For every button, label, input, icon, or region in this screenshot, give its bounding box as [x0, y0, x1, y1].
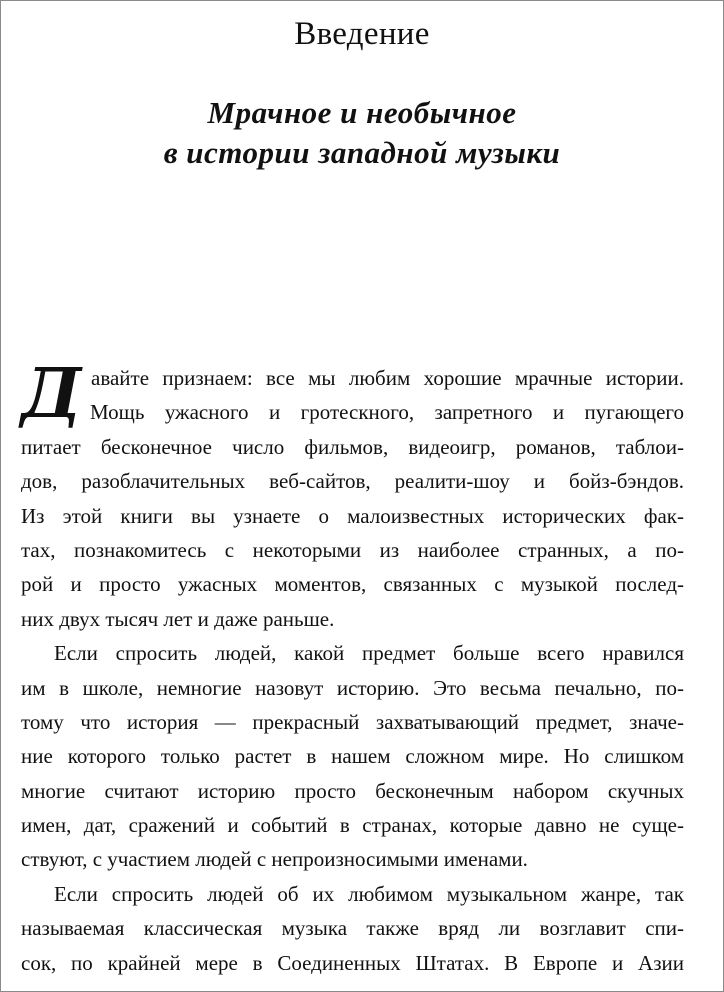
chapter-subtitle-line-1: Мрачное и необычное: [207, 95, 517, 130]
text-line: Если спросить людей об их любимом музыкальном жанре, так: [54, 881, 684, 906]
text-line: тах, познакомитесь с некоторыми из наиболее странных, а по-: [21, 537, 684, 562]
paragraph-3: [21, 877, 684, 980]
paragraph-1: [21, 354, 684, 636]
text-line: питает бесконечное число фильмов, видеоигр, романов, таблои-: [21, 434, 684, 459]
text-line: называемая классическая музыка также вряд ли возглавит спи-: [21, 916, 684, 941]
text-line: Мощь ужасного и гротескного, запретного и пугающего: [90, 400, 684, 425]
text-line: многие считают историю просто бесконечным набором скучных: [21, 778, 684, 803]
paragraph-2: [21, 636, 684, 877]
drop-cap: Д: [21, 354, 82, 434]
chapter-subtitle-line-2: в истории западной музыки: [163, 135, 561, 170]
text-line: сок, по крайней мере в Соединенных Штатах. В Европе и Азии: [21, 950, 684, 975]
text-line: авайте признаем: все мы любим хорошие мрачные истории.: [91, 366, 684, 390]
text-line: них двух тысяч лет и даже раньше.: [21, 606, 335, 631]
text-line: тому что история — прекрасный захватывающий предмет, значе-: [21, 709, 684, 734]
text-line: им в школе, немногие назовут историю. Это весьма печально, по-: [21, 675, 684, 700]
body-text: [21, 354, 684, 980]
text-line: имен, дат, сражений и событий в странах, которые давно не суще-: [21, 813, 684, 838]
text-line: ние которого только растет в нашем сложном мире. Но слишком: [21, 744, 684, 769]
text-line: ствуют, с участием людей с непроизносимыми именами.: [21, 847, 528, 872]
text-line: рой и просто ужасных моментов, связанных с музыкой послед-: [21, 572, 684, 597]
text-line: Если спросить людей, какой предмет больше всего нравился: [54, 641, 684, 666]
chapter-subtitle: [1, 93, 723, 173]
chapter-title: Введение: [294, 16, 430, 52]
text-line: Из этой книги вы узнаете о малоизвестных исторических фак-: [21, 503, 684, 528]
text-line: дов, разоблачительных веб-сайтов, реалити-шоу и бойз-бэндов.: [21, 469, 684, 494]
